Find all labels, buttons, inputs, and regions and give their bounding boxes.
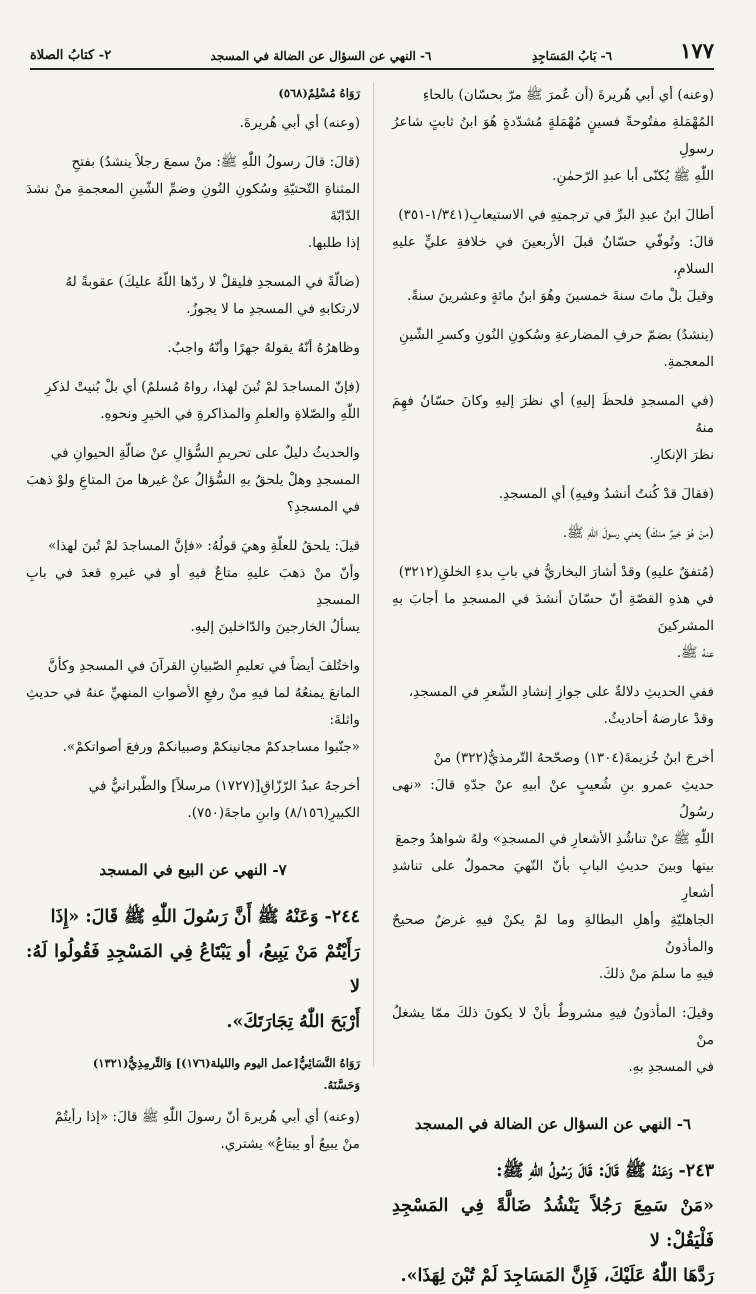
section-heading: ٧- النهي عن البيع في المسجد [99,861,287,879]
commentary-paragraph: وظاهرُهُ أنّهُ يقولهُ جهرًا وأنّهُ واجبٌ. [167,340,360,356]
commentary-paragraph: أخرجَ ابنُ خُزيمةَ(١٣٠٤) وصحّحهُ التّرمذيُّ(٣٢٢) منْ حديثِ عمرو بنِ شُعيبٍ عنْ أبيهِ عنْ جدّهِ قالَ: «نهى رسُولُ اللّٰهِ ﷺ عنْ تناشُدِ الأشعارِ في المسجدِ» ولهُ شواهدُ وجمعَ بينها وبينَ حديثِ البابِ بأنّ النّهيَ محمولٌ على تناشدِ أشعارِ الجاهليّةِ وأهلِ البطالةِ وما لمْ يكنْ فيهِ غرضٌ صحيحٌ والمأذونُ فيهِ ما سلمَ منْ ذلكَ. [392,750,714,982]
book-running-title: ٢- كتابُ الصلاة [30,48,112,63]
page-header [30,40,714,70]
commentary-paragraph: (وعنه) أي أبي هُريرةَ (أن عُمرَ ﷺ مرّ بحسّان) بالحاءِ المُهْمَلةِ مفتُوحةً فسينٍ مُهْمَلةٍ مُشدّدةٍ هُوَ ابنُ ثابتٍ شاعرُ رسولِ اللّٰهِ ﷺ يُكنّى أبا عبدِ الرّحمٰنِ. [392,87,714,184]
commentary-paragraph: (ضالّةً في المسجدِ فليقلْ لا ردّها اللّهُ عليكَ) عقوبةً لهُ لارتكابهِ في المسجدِ ما لا يجوزُ. [65,274,360,317]
section-heading: ٦- النهي عن السؤال عن الضالة في المسجد [414,1115,692,1133]
commentary-paragraph: (في المسجدِ فلحظَ إليهِ) أي نظرَ إليهِ وكانَ حسّانُ فهِمَ منهُ نظرَ الإنكارِ. [392,393,714,463]
commentary-paragraph: (وعنه) أي أبي هُريرةَ أنّ رسولَ اللّٰهِ ﷺ قالَ: «إذا رأيتُمْ منْ يبيعُ أو يبتاعُ» يشتري. [54,1109,360,1152]
commentary-paragraph: (وعنه) أي أبي هُريرةَ. [239,115,360,131]
section-running-title: ٦- النهي عن السؤال عن الضالة في المسجد [210,49,432,63]
hadith-source: رَوَاهُ النَّسَائِيُّ[عمل اليوم والليلة(١٧٦)] وَالتِّرمِذِيُّ(١٣٢١) وَحَسَّنَهُ. [92,1056,360,1092]
commentary-paragraph: (فإنّ المساجدَ لمْ تُبنَ لهذا، رواهُ مُسلمٌ) أي بلْ بُنيتْ لذكرِ اللّٰهِ والصّلاةِ والعلمِ والمذاكرةِ في الخيرِ ونحوهِ. [44,379,360,422]
commentary-paragraph: (قالَ: قالَ رسولُ اللّٰهِ ﷺ: منْ سمعَ رجلاً ينشدُ) بفتحِ المثناةِ التّحتيّةِ وسُكونِ النُونِ وضمِّ الشّينِ المعجمةِ منْ نشدَ الدّابّةَ إذا طلبها. [26,154,360,251]
commentary-paragraph: (فقالَ قدْ كُنتُ أنشدُ وفيهِ) أي المسجدِ. [498,486,714,502]
hadith-text: ٢٤٣- وَعَنْهُ ﷺ قَالَ: قَالَ رَسُولُ اللّٰهِ ﷺ: «مَنْ سَمِعَ رَجُلاً يَنْشُدُ ضَالَّةً فِي المَسْجِدِ فَلْيَقُلْ: لا رَدَّهَا اللّٰهُ عَلَيْكَ، فَإِنَّ المَسَاجِدَ لَمْ تُبْنَ لِهَذَا». [392,1161,714,1286]
commentary-paragraph: وقيلَ: المأذونُ فيهِ مشروطٌ بأنْ لا يكونَ ذلكَ ممّا يشغلُ منْ في المسجدِ بهِ. [392,1005,714,1075]
right-column [392,82,714,1286]
commentary-paragraph: أخرجهُ عبدُ الرّزّاقِ[(١٧٢٧) مرسلاً] والطّبرانيُّ في الكبيرِ(٨/١٥٦) وابنِ ماجةَ(٧٥٠). [88,778,360,821]
commentary-paragraph: (مُتفقٌ عليهِ) وقدْ أشارَ البخاريُّ في بابِ بدءِ الخلقِ(٣٢١٢) في هذهِ القصّةِ أنّ حسّانَ أنشدَ في المسجدِ ما أجابَ بهِ المشركينَ عنهُ ﷺ. [392,564,714,661]
commentary-paragraph: (منْ هُوَ خيرٌ منكَ) يعني رسولَ اللّٰهِ ﷺ. [562,525,714,541]
commentary-paragraph: (ينشدُ) بضمّ حرفِ المضارعةِ وسُكونِ النُونِ وكسرِ الشّينِ المعجمةِ. [399,327,714,370]
column-divider [373,82,374,1067]
page-number: ١٧٧ [680,38,714,63]
commentary-paragraph: والحديثُ دليلٌ على تحريمِ السُّؤالِ عنْ ضالّةِ الحيوانِ في المسجدِ وهلْ يلحقُ بهِ السُّؤالُ عنْ غيرها منَ المتاعِ ولوْ ذهبَ في المسجدِ؟ [26,445,360,515]
hadith-text: ٢٤٤- وَعَنْهُ ﷺ أَنَّ رَسُولَ اللّٰهِ ﷺ قَالَ: «إِذَا رَأَيْتُمْ مَنْ يَبِيعُ، أو يَبْتَاعُ فِي المَسْجِدِ فَقُولُوا لَهُ: لا أَرْبَحَ اللّٰهُ تِجَارَتَكَ». [26,907,360,1032]
hadith-source: رَوَاهُ مُسْلِمٌ(٥٦٨) [278,86,360,100]
commentary-paragraph: ففي الحديثِ دلالةٌ على جوازِ إنشادِ الشّعرِ في المسجدِ، وقدْ عارضهُ أحاديثُ. [408,684,714,727]
commentary-paragraph: أطالَ ابنُ عبدِ البرِّ في ترجمتِهِ في الاستيعابِ(١/٣٤١-٣٥١) قالَ: وتُوفّي حسّانُ قبلَ الأربعينَ في خلافةِ عليٍّ عليهِ السلامِ، وقيلَ بلْ ماتَ سنةَ خمسينَ وهُوَ ابنُ مائةٍ وعشرينَ سنةً. [392,207,714,304]
left-column [26,82,360,1152]
chapter-running-title: ٦- بَابُ المَسَاجِدِ [531,49,613,63]
commentary-paragraph: قيلَ: يلحقُ للعلّةِ وهيَ قولُهُ: «فإنَّ المساجدَ لمْ تُبنَ لهذا» وأنّ منْ ذهبَ عليهِ متاعٌ فيهِ أو في غيرهِ قعدَ في بابِ المسجدِ يسألُ الخارجينَ والدّاخلينَ إليهِ. [26,538,360,635]
commentary-paragraph: واختُلفَ أيضاً في تعليمِ الصّبيانِ القرآنَ في المسجدِ وكأنَّ المانعَ يمنعُهُ لما فيهِ منْ رفعِ الأصواتِ المنهيِّ عنهُ في حديثِ واثلةَ: «جنّبوا مساجدكمْ مجانينكمْ وصبيانكمْ ورفعَ أصواتكمْ». [26,658,360,755]
